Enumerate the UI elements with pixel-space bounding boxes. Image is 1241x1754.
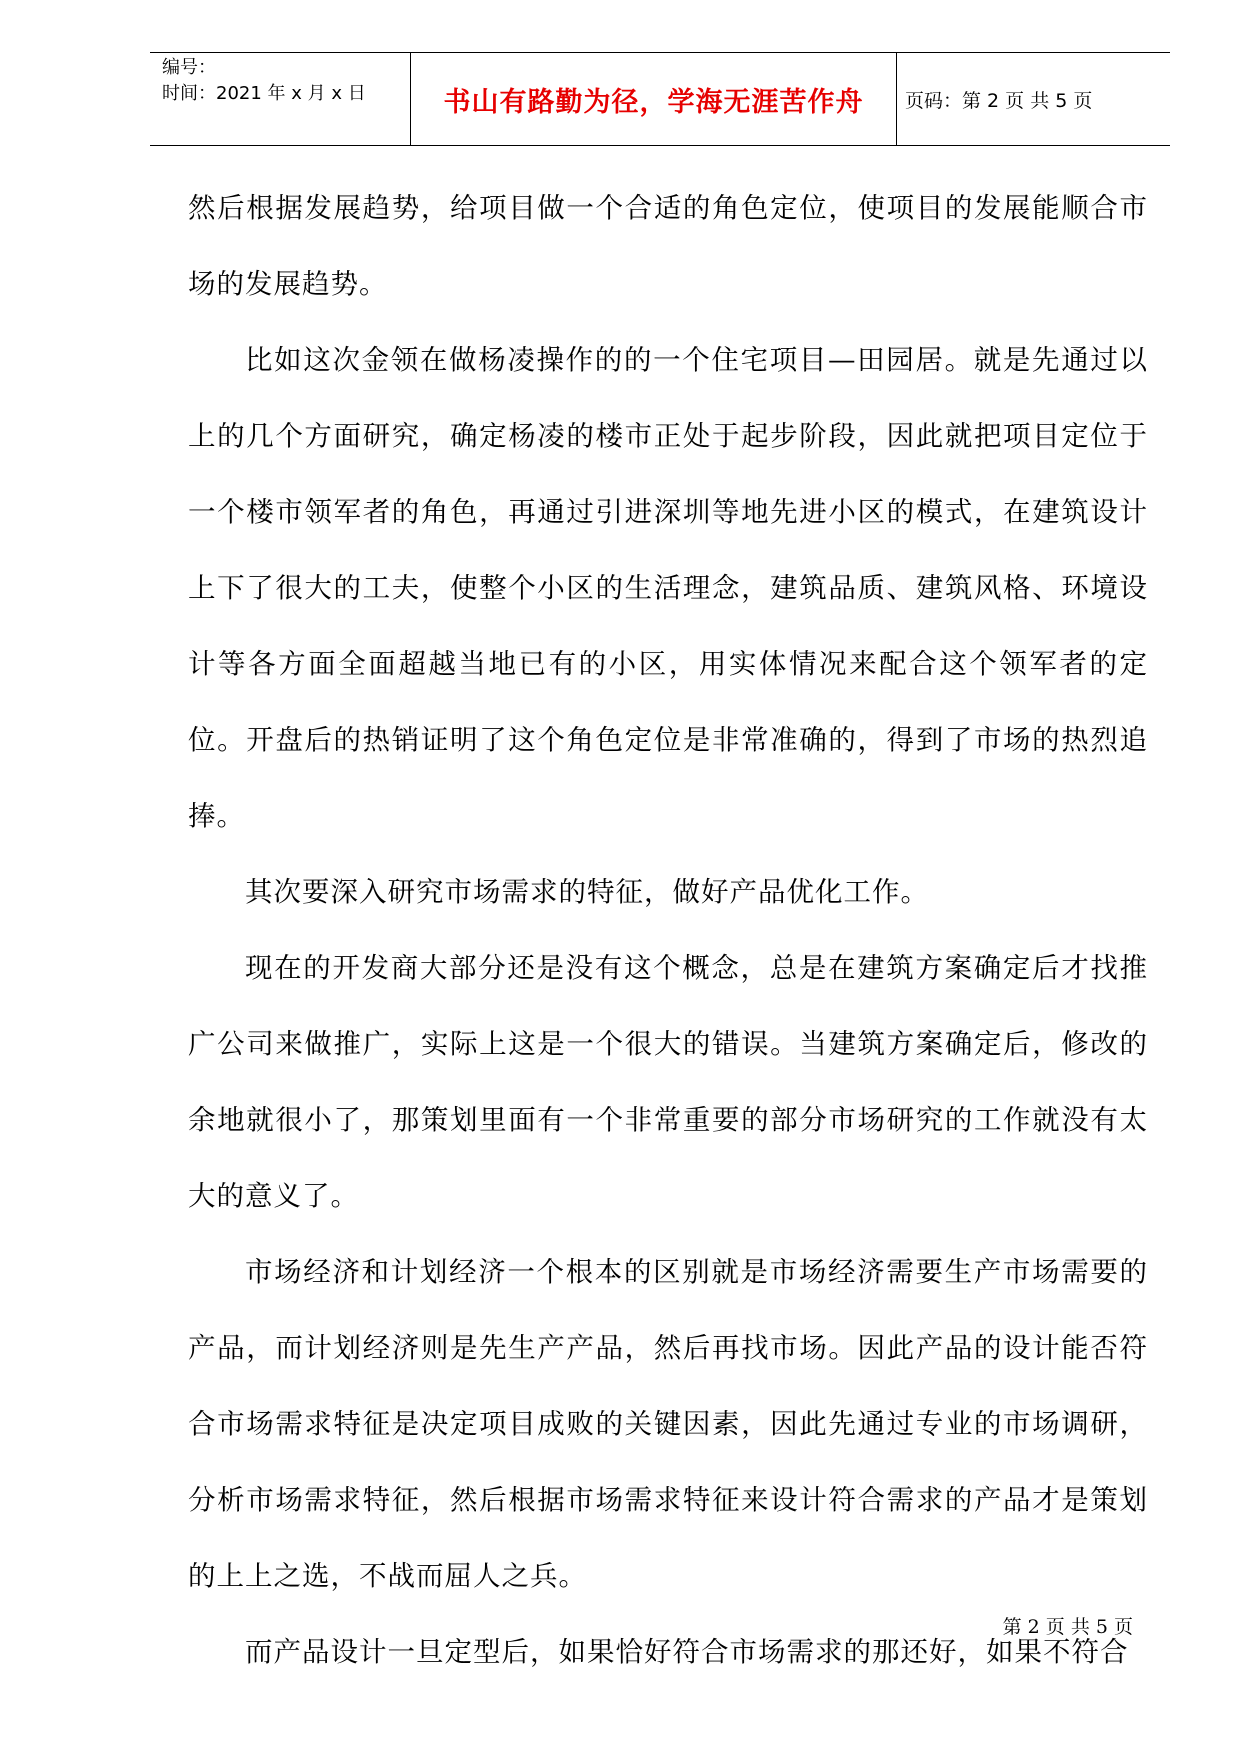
paragraph: 其次要深入研究市场需求的特征，做好产品优化工作。	[245, 876, 929, 908]
header-page-code: 页码：第 2 页 共 5 页	[905, 89, 1093, 112]
page-header	[150, 52, 1170, 146]
header-page-cell	[897, 53, 1170, 145]
document-body	[188, 170, 1148, 1690]
paragraph: 而产品设计一旦定型后，如果恰好符合市场需求的那还好，如果不符合	[245, 1636, 1129, 1668]
header-motto: 书山有路勤为径，学海无涯苦作舟	[443, 86, 864, 118]
page-footer: 第 2 页 共 5 页	[1002, 1616, 1133, 1638]
document-time-label: 时间：2021 年 x 月 x 日	[162, 83, 366, 104]
paragraph: 然后根据发展趋势，给项目做一个合适的角色定位，使项目的发展能顺合市场的发展趋势。	[188, 192, 1148, 300]
header-info-cell	[150, 53, 410, 145]
paragraph: 市场经济和计划经济一个根本的区别就是市场经济需要生产市场需要的产品，而计划经济则是先生产产品，然后再找市场。因此产品的设计能否符合市场需求特征是决定项目成败的关键因素，因此先通过专业的市场调研，分析市场需求特征，然后根据市场需求特征来设计符合需求的产品才是策划的上上之选，不战而屈人之兵。	[188, 1256, 1148, 1592]
header-motto-cell	[410, 53, 897, 145]
paragraph: 比如这次金领在做杨凌操作的的一个住宅项目—田园居。就是先通过以上的几个方面研究，确定杨凌的楼市正处于起步阶段，因此就把项目定位于一个楼市领军者的角色，再通过引进深圳等地先进小区的模式，在建筑设计上下了很大的工夫，使整个小区的生活理念，建筑品质、建筑风格、环境设计等各方面全面超越当地已有的小区，用实体情况来配合这个领军者的定位。开盘后的热销证明了这个角色定位是非常准确的，得到了市场的热烈追捧。	[188, 344, 1148, 832]
paragraph: 现在的开发商大部分还是没有这个概念，总是在建筑方案确定后才找推广公司来做推广，实际上这是一个很大的错误。当建筑方案确定后，修改的余地就很小了，那策划里面有一个非常重要的部分市场研究的工作就没有太大的意义了。	[188, 952, 1148, 1212]
document-number-label: 编号：	[162, 57, 216, 78]
